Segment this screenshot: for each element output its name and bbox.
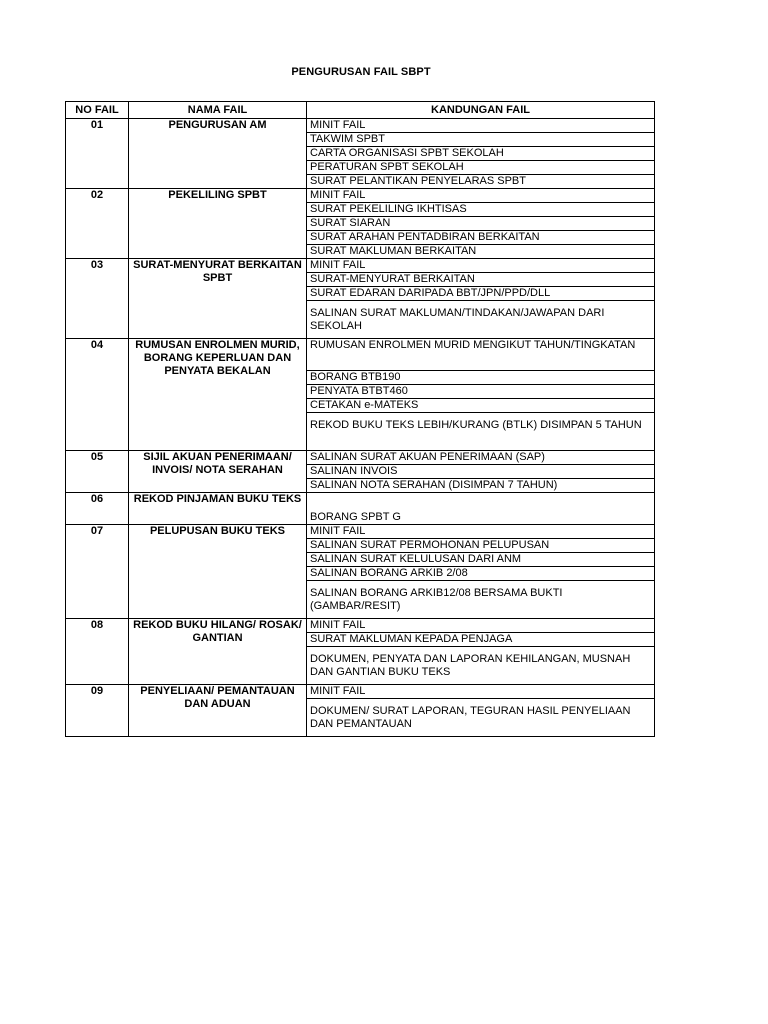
file-content-item: MINIT FAIL	[307, 525, 655, 539]
file-name: REKOD BUKU HILANG/ ROSAK/ GANTIAN	[129, 619, 307, 685]
file-content-item: SALINAN SURAT PERMOHONAN PELUPUSAN	[307, 539, 655, 553]
file-content-item: BORANG BTB190	[307, 371, 655, 385]
file-content-item: TAKWIM SPBT	[307, 133, 655, 147]
file-content-item: SALINAN INVOIS	[307, 465, 655, 479]
file-number: 05	[66, 451, 129, 493]
header-nama-fail: NAMA FAIL	[129, 102, 307, 119]
file-name: REKOD PINJAMAN BUKU TEKS	[129, 493, 307, 525]
file-content-item: SALINAN BORANG ARKIB12/08 BERSAMA BUKTI (GAMBAR/RESIT)	[307, 581, 655, 619]
file-content-item: MINIT FAIL	[307, 189, 655, 203]
header-no-fail: NO FAIL	[66, 102, 129, 119]
table-row	[66, 259, 655, 273]
file-number: 04	[66, 339, 129, 451]
file-number: 08	[66, 619, 129, 685]
file-content-item: MINIT FAIL	[307, 259, 655, 273]
file-number: 03	[66, 259, 129, 339]
file-content-item: SURAT ARAHAN PENTADBIRAN BERKAITAN	[307, 231, 655, 245]
file-content-item: BORANG SPBT G	[307, 493, 655, 525]
file-content-item: SURAT MAKLUMAN BERKAITAN	[307, 245, 655, 259]
table-row	[66, 451, 655, 465]
file-name: PEKELILING SPBT	[129, 189, 307, 259]
table-row	[66, 525, 655, 539]
file-name: RUMUSAN ENROLMEN MURID, BORANG KEPERLUAN DAN PENYATA BEKALAN	[129, 339, 307, 451]
file-number: 06	[66, 493, 129, 525]
file-table-body	[66, 119, 655, 737]
file-content-item: SALINAN SURAT MAKLUMAN/TINDAKAN/JAWAPAN DARI SEKOLAH	[307, 301, 655, 339]
table-row	[66, 619, 655, 633]
file-name: SIJIL AKUAN PENERIMAAN/ INVOIS/ NOTA SERAHAN	[129, 451, 307, 493]
file-content-item: SURAT PEKELILING IKHTISAS	[307, 203, 655, 217]
file-name: PENGURUSAN AM	[129, 119, 307, 189]
file-number: 09	[66, 685, 129, 737]
page-title: PENGURUSAN FAIL SBPT	[291, 66, 431, 78]
file-number: 02	[66, 189, 129, 259]
file-content-item: MINIT FAIL	[307, 619, 655, 633]
file-content-item: SURAT-MENYURAT BERKAITAN	[307, 273, 655, 287]
file-content-item: RUMUSAN ENROLMEN MURID MENGIKUT TAHUN/TINGKATAN	[307, 339, 655, 371]
file-content-item: REKOD BUKU TEKS LEBIH/KURANG (BTLK) DISIMPAN 5 TAHUN	[307, 413, 655, 451]
file-content-item: DOKUMEN/ SURAT LAPORAN, TEGURAN HASIL PENYELIAAN DAN PEMANTAUAN	[307, 699, 655, 737]
file-content-item: SURAT MAKLUMAN KEPADA PENJAGA	[307, 633, 655, 647]
file-content-item: SURAT SIARAN	[307, 217, 655, 231]
header-row	[66, 102, 655, 119]
file-name: SURAT-MENYURAT BERKAITAN SPBT	[129, 259, 307, 339]
file-content-item: MINIT FAIL	[307, 685, 655, 699]
header-kandungan-fail: KANDUNGAN FAIL	[307, 102, 655, 119]
file-content-item: SALINAN SURAT KELULUSAN DARI ANM	[307, 553, 655, 567]
file-content-item: PENYATA BTBT460	[307, 385, 655, 399]
table-row	[66, 493, 655, 525]
file-number: 01	[66, 119, 129, 189]
table-row	[66, 685, 655, 699]
file-content-item: CETAKAN e-MATEKS	[307, 399, 655, 413]
table-row	[66, 189, 655, 203]
file-content-item: SURAT EDARAN DARIPADA BBT/JPN/PPD/DLL	[307, 287, 655, 301]
file-content-item: DOKUMEN, PENYATA DAN LAPORAN KEHILANGAN, MUSNAH DAN GANTIAN BUKU TEKS	[307, 647, 655, 685]
file-name: PELUPUSAN BUKU TEKS	[129, 525, 307, 619]
file-table	[65, 101, 655, 737]
table-row	[66, 119, 655, 133]
file-content-item: CARTA ORGANISASI SPBT SEKOLAH	[307, 147, 655, 161]
file-content-item: SALINAN SURAT AKUAN PENERIMAAN (SAP)	[307, 451, 655, 465]
file-name: PENYELIAAN/ PEMANTAUAN DAN ADUAN	[129, 685, 307, 737]
file-content-item: PERATURAN SPBT SEKOLAH	[307, 161, 655, 175]
table-row	[66, 339, 655, 371]
file-number: 07	[66, 525, 129, 619]
file-content-item: SALINAN NOTA SERAHAN (DISIMPAN 7 TAHUN)	[307, 479, 655, 493]
file-content-item: MINIT FAIL	[307, 119, 655, 133]
file-content-item: SALINAN BORANG ARKIB 2/08	[307, 567, 655, 581]
file-content-item: SURAT PELANTIKAN PENYELARAS SPBT	[307, 175, 655, 189]
